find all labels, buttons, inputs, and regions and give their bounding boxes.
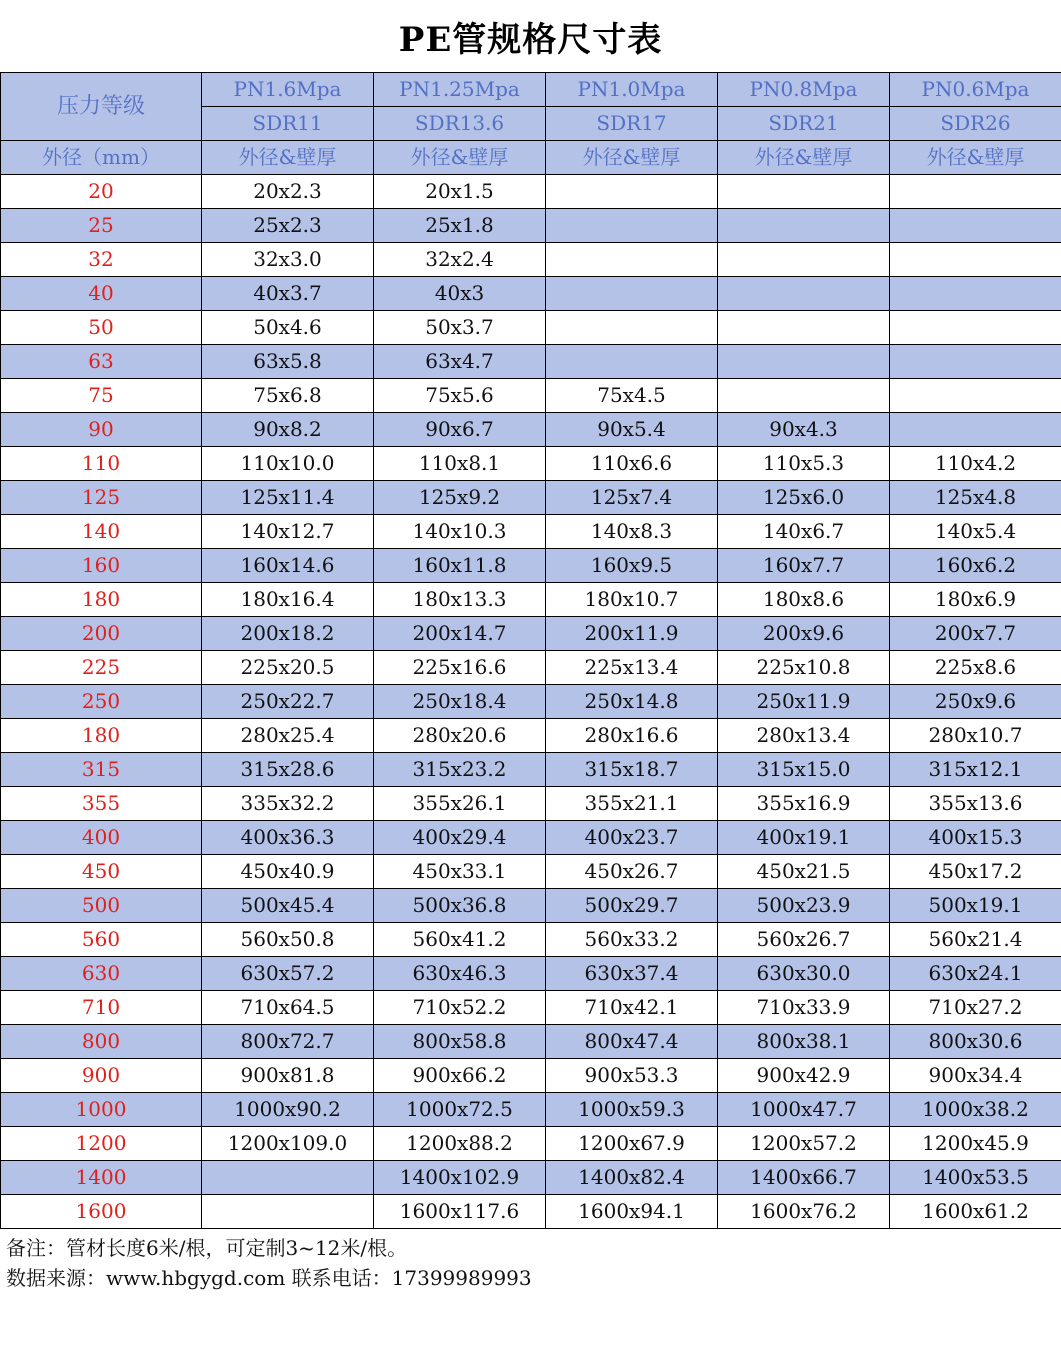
spec-cell: 630x24.1: [890, 957, 1061, 991]
spec-cell: 90x5.4: [546, 413, 718, 447]
outer-diameter-cell: 800: [1, 1025, 202, 1059]
outer-diameter-cell: 110: [1, 447, 202, 481]
outer-diameter-cell: 250: [1, 685, 202, 719]
outer-diameter-cell: 40: [1, 277, 202, 311]
spec-cell: 900x42.9: [718, 1059, 890, 1093]
spec-cell: [890, 345, 1061, 379]
spec-cell: 20x2.3: [202, 175, 374, 209]
spec-cell: 1600x61.2: [890, 1195, 1061, 1229]
outer-diameter-cell: 160: [1, 549, 202, 583]
table-row: [1, 1093, 1061, 1127]
outer-diameter-cell: 25: [1, 209, 202, 243]
spec-cell: 25x1.8: [374, 209, 546, 243]
page-title: PE管规格尺寸表: [398, 19, 663, 60]
spec-cell: 50x3.7: [374, 311, 546, 345]
spec-cell: [890, 379, 1061, 413]
spec-cell: 140x8.3: [546, 515, 718, 549]
spec-cell: [546, 243, 718, 277]
spec-cell: 225x13.4: [546, 651, 718, 685]
spec-cell: 400x15.3: [890, 821, 1061, 855]
spec-cell: 355x13.6: [890, 787, 1061, 821]
spec-cell: [546, 209, 718, 243]
spec-cell: 160x11.8: [374, 549, 546, 583]
outer-diameter-cell: 1200: [1, 1127, 202, 1161]
spec-cell: 140x10.3: [374, 515, 546, 549]
table-row: [1, 413, 1061, 447]
header-row-pn: [1, 73, 1061, 107]
outer-diameter-cell: 1400: [1, 1161, 202, 1195]
spec-cell: 140x5.4: [890, 515, 1061, 549]
spec-cell: 200x18.2: [202, 617, 374, 651]
spec-cell: 1400x66.7: [718, 1161, 890, 1195]
pn-header: PN0.8Mpa: [718, 73, 890, 107]
table-row: [1, 345, 1061, 379]
spec-cell: 900x34.4: [890, 1059, 1061, 1093]
spec-cell: 450x33.1: [374, 855, 546, 889]
spec-cell: 710x64.5: [202, 991, 374, 1025]
spec-cell: 250x22.7: [202, 685, 374, 719]
spec-cell: 800x47.4: [546, 1025, 718, 1059]
table-row: [1, 447, 1061, 481]
table-row: [1, 1161, 1061, 1195]
outer-diameter-cell: 400: [1, 821, 202, 855]
spec-cell: 280x13.4: [718, 719, 890, 753]
spec-cell: 800x30.6: [890, 1025, 1061, 1059]
spec-cell: 250x9.6: [890, 685, 1061, 719]
table-row: [1, 549, 1061, 583]
spec-cell: 125x9.2: [374, 481, 546, 515]
spec-cell: [718, 311, 890, 345]
note-length: 备注：管材长度6米/根，可定制3~12米/根。: [6, 1236, 408, 1260]
spec-cell: 560x50.8: [202, 923, 374, 957]
outer-diameter-cell: 450: [1, 855, 202, 889]
spec-cell: [202, 1161, 374, 1195]
spec-cell: 630x30.0: [718, 957, 890, 991]
spec-cell: 900x81.8: [202, 1059, 374, 1093]
spec-cell: 125x11.4: [202, 481, 374, 515]
spec-cell: [890, 243, 1061, 277]
spec-cell: [546, 277, 718, 311]
sub-header: 外径&壁厚: [202, 141, 374, 175]
table-row: [1, 787, 1061, 821]
spec-cell: 560x33.2: [546, 923, 718, 957]
spec-cell: 1000x47.7: [718, 1093, 890, 1127]
table-row: [1, 243, 1061, 277]
outer-diameter-cell: 315: [1, 753, 202, 787]
outer-diameter-cell: 225: [1, 651, 202, 685]
sub-header: 外径&壁厚: [890, 141, 1061, 175]
spec-cell: 1200x67.9: [546, 1127, 718, 1161]
outer-diameter-cell: 630: [1, 957, 202, 991]
table-row: [1, 753, 1061, 787]
table-row: [1, 515, 1061, 549]
spec-cell: 110x8.1: [374, 447, 546, 481]
spec-cell: 1200x45.9: [890, 1127, 1061, 1161]
spec-cell: 125x4.8: [890, 481, 1061, 515]
outer-diameter-cell: 355: [1, 787, 202, 821]
spec-cell: 40x3: [374, 277, 546, 311]
spec-table: [0, 72, 1061, 1229]
outer-diameter-cell: 140: [1, 515, 202, 549]
spec-cell: 25x2.3: [202, 209, 374, 243]
spec-cell: 180x6.9: [890, 583, 1061, 617]
spec-cell: 1000x59.3: [546, 1093, 718, 1127]
spec-cell: [718, 379, 890, 413]
table-row: [1, 311, 1061, 345]
spec-cell: 630x57.2: [202, 957, 374, 991]
table-row: [1, 1195, 1061, 1229]
spec-cell: 630x37.4: [546, 957, 718, 991]
outer-diameter-cell: 560: [1, 923, 202, 957]
spec-cell: 75x4.5: [546, 379, 718, 413]
outer-diameter-cell: 32: [1, 243, 202, 277]
spec-cell: 710x27.2: [890, 991, 1061, 1025]
outer-diameter-cell: 710: [1, 991, 202, 1025]
spec-cell: 1000x38.2: [890, 1093, 1061, 1127]
spec-cell: 63x5.8: [202, 345, 374, 379]
spec-cell: 1000x72.5: [374, 1093, 546, 1127]
spec-cell: 315x18.7: [546, 753, 718, 787]
spec-cell: 32x3.0: [202, 243, 374, 277]
outer-diameter-cell: 63: [1, 345, 202, 379]
spec-cell: 400x19.1: [718, 821, 890, 855]
spec-cell: 500x19.1: [890, 889, 1061, 923]
spec-cell: 400x23.7: [546, 821, 718, 855]
spec-cell: 900x66.2: [374, 1059, 546, 1093]
spec-cell: 560x41.2: [374, 923, 546, 957]
table-row: [1, 685, 1061, 719]
table-row: [1, 175, 1061, 209]
spec-cell: 710x52.2: [374, 991, 546, 1025]
spec-cell: 160x6.2: [890, 549, 1061, 583]
outer-diameter-cell: 125: [1, 481, 202, 515]
spec-cell: 20x1.5: [374, 175, 546, 209]
spec-cell: 900x53.3: [546, 1059, 718, 1093]
spec-cell: 250x11.9: [718, 685, 890, 719]
outer-diameter-cell: 90: [1, 413, 202, 447]
spec-cell: 75x6.8: [202, 379, 374, 413]
outer-diameter-cell: 180: [1, 583, 202, 617]
spec-cell: 315x12.1: [890, 753, 1061, 787]
spec-cell: 500x23.9: [718, 889, 890, 923]
table-row: [1, 1127, 1061, 1161]
spec-cell: 160x9.5: [546, 549, 718, 583]
spec-cell: 250x18.4: [374, 685, 546, 719]
table-row: [1, 991, 1061, 1025]
spec-cell: 1600x117.6: [374, 1195, 546, 1229]
outer-diameter-cell: 1000: [1, 1093, 202, 1127]
spec-cell: 90x6.7: [374, 413, 546, 447]
spec-cell: 40x3.7: [202, 277, 374, 311]
spec-cell: 200x7.7: [890, 617, 1061, 651]
spec-cell: 560x21.4: [890, 923, 1061, 957]
spec-cell: 1600x94.1: [546, 1195, 718, 1229]
spec-cell: [546, 311, 718, 345]
outer-diameter-cell: 1600: [1, 1195, 202, 1229]
spec-cell: 315x28.6: [202, 753, 374, 787]
spec-cell: 335x32.2: [202, 787, 374, 821]
outer-diameter-cell: 180: [1, 719, 202, 753]
pressure-label: 压力等级: [1, 73, 202, 141]
spec-cell: [546, 175, 718, 209]
spec-cell: 250x14.8: [546, 685, 718, 719]
spec-cell: 710x33.9: [718, 991, 890, 1025]
spec-cell: 1200x88.2: [374, 1127, 546, 1161]
spec-cell: 1200x57.2: [718, 1127, 890, 1161]
spec-cell: 110x5.3: [718, 447, 890, 481]
table-row: [1, 379, 1061, 413]
sdr-header: SDR17: [546, 107, 718, 141]
spec-cell: [890, 175, 1061, 209]
spec-cell: [890, 413, 1061, 447]
table-row: [1, 277, 1061, 311]
table-row: [1, 617, 1061, 651]
outer-diameter-cell: 50: [1, 311, 202, 345]
spec-cell: 32x2.4: [374, 243, 546, 277]
pn-header: PN1.25Mpa: [374, 73, 546, 107]
spec-cell: [890, 277, 1061, 311]
sdr-header: SDR26: [890, 107, 1061, 141]
spec-cell: 140x6.7: [718, 515, 890, 549]
spec-cell: [546, 345, 718, 379]
table-row: [1, 923, 1061, 957]
spec-cell: [202, 1195, 374, 1229]
table-row: [1, 821, 1061, 855]
table-row: [1, 481, 1061, 515]
spec-cell: 355x21.1: [546, 787, 718, 821]
sub-header: 外径&壁厚: [546, 141, 718, 175]
spec-cell: 125x7.4: [546, 481, 718, 515]
spec-cell: 90x8.2: [202, 413, 374, 447]
spec-cell: 800x58.8: [374, 1025, 546, 1059]
spec-cell: 1400x82.4: [546, 1161, 718, 1195]
sub-header: 外径&壁厚: [374, 141, 546, 175]
table-row: [1, 209, 1061, 243]
spec-cell: 280x10.7: [890, 719, 1061, 753]
spec-cell: 110x6.6: [546, 447, 718, 481]
spec-cell: 1600x76.2: [718, 1195, 890, 1229]
outer-diameter-cell: 200: [1, 617, 202, 651]
spec-cell: [718, 243, 890, 277]
spec-cell: 200x14.7: [374, 617, 546, 651]
spec-cell: 225x8.6: [890, 651, 1061, 685]
spec-cell: 1000x90.2: [202, 1093, 374, 1127]
table-row: [1, 719, 1061, 753]
sdr-header: SDR11: [202, 107, 374, 141]
spec-cell: [718, 175, 890, 209]
spec-cell: 1200x109.0: [202, 1127, 374, 1161]
outer-diameter-cell: 20: [1, 175, 202, 209]
spec-cell: 125x6.0: [718, 481, 890, 515]
spec-cell: [890, 209, 1061, 243]
spec-cell: 180x16.4: [202, 583, 374, 617]
spec-cell: 280x16.6: [546, 719, 718, 753]
pn-header: PN0.6Mpa: [890, 73, 1061, 107]
spec-cell: 50x4.6: [202, 311, 374, 345]
header-row-sub: [1, 141, 1061, 175]
spec-cell: 355x26.1: [374, 787, 546, 821]
pn-header: PN1.0Mpa: [546, 73, 718, 107]
spec-cell: 450x17.2: [890, 855, 1061, 889]
spec-cell: 110x10.0: [202, 447, 374, 481]
spec-cell: 280x20.6: [374, 719, 546, 753]
spec-cell: 450x40.9: [202, 855, 374, 889]
pn-header: PN1.6Mpa: [202, 73, 374, 107]
spec-cell: 225x20.5: [202, 651, 374, 685]
spec-cell: 500x45.4: [202, 889, 374, 923]
spec-cell: 140x12.7: [202, 515, 374, 549]
sdr-header: SDR13.6: [374, 107, 546, 141]
spec-cell: 75x5.6: [374, 379, 546, 413]
table-row: [1, 583, 1061, 617]
spec-cell: 200x11.9: [546, 617, 718, 651]
spec-cell: 450x26.7: [546, 855, 718, 889]
outer-diameter-cell: 500: [1, 889, 202, 923]
spec-cell: 315x23.2: [374, 753, 546, 787]
spec-cell: 110x4.2: [890, 447, 1061, 481]
spec-cell: 225x10.8: [718, 651, 890, 685]
spec-cell: 630x46.3: [374, 957, 546, 991]
spec-cell: [718, 277, 890, 311]
spec-cell: 200x9.6: [718, 617, 890, 651]
table-row: [1, 957, 1061, 991]
spec-cell: [890, 311, 1061, 345]
spec-cell: 315x15.0: [718, 753, 890, 787]
spec-cell: 400x36.3: [202, 821, 374, 855]
table-row: [1, 1025, 1061, 1059]
spec-cell: 225x16.6: [374, 651, 546, 685]
spec-cell: 280x25.4: [202, 719, 374, 753]
spec-cell: 180x10.7: [546, 583, 718, 617]
spec-cell: 160x14.6: [202, 549, 374, 583]
spec-cell: 450x21.5: [718, 855, 890, 889]
outer-diameter-cell: 900: [1, 1059, 202, 1093]
spec-cell: 800x38.1: [718, 1025, 890, 1059]
spec-cell: 500x36.8: [374, 889, 546, 923]
sub-header: 外径&壁厚: [718, 141, 890, 175]
spec-cell: 800x72.7: [202, 1025, 374, 1059]
spec-cell: 560x26.7: [718, 923, 890, 957]
note-source: 数据来源：www.hbgygd.com 联系电话：17399989993: [6, 1266, 532, 1290]
table-row: [1, 1059, 1061, 1093]
od-label: 外径（mm）: [1, 141, 202, 175]
spec-cell: 90x4.3: [718, 413, 890, 447]
spec-cell: 355x16.9: [718, 787, 890, 821]
table-row: [1, 889, 1061, 923]
spec-cell: 710x42.1: [546, 991, 718, 1025]
spec-cell: 180x13.3: [374, 583, 546, 617]
spec-cell: 1400x53.5: [890, 1161, 1061, 1195]
spec-cell: [718, 345, 890, 379]
outer-diameter-cell: 75: [1, 379, 202, 413]
table-row: [1, 651, 1061, 685]
spec-cell: 63x4.7: [374, 345, 546, 379]
sdr-header: SDR21: [718, 107, 890, 141]
spec-cell: 1400x102.9: [374, 1161, 546, 1195]
spec-cell: 160x7.7: [718, 549, 890, 583]
spec-cell: 400x29.4: [374, 821, 546, 855]
spec-cell: [718, 209, 890, 243]
notes: [6, 1233, 532, 1293]
spec-cell: 180x8.6: [718, 583, 890, 617]
spec-cell: 500x29.7: [546, 889, 718, 923]
table-row: [1, 855, 1061, 889]
